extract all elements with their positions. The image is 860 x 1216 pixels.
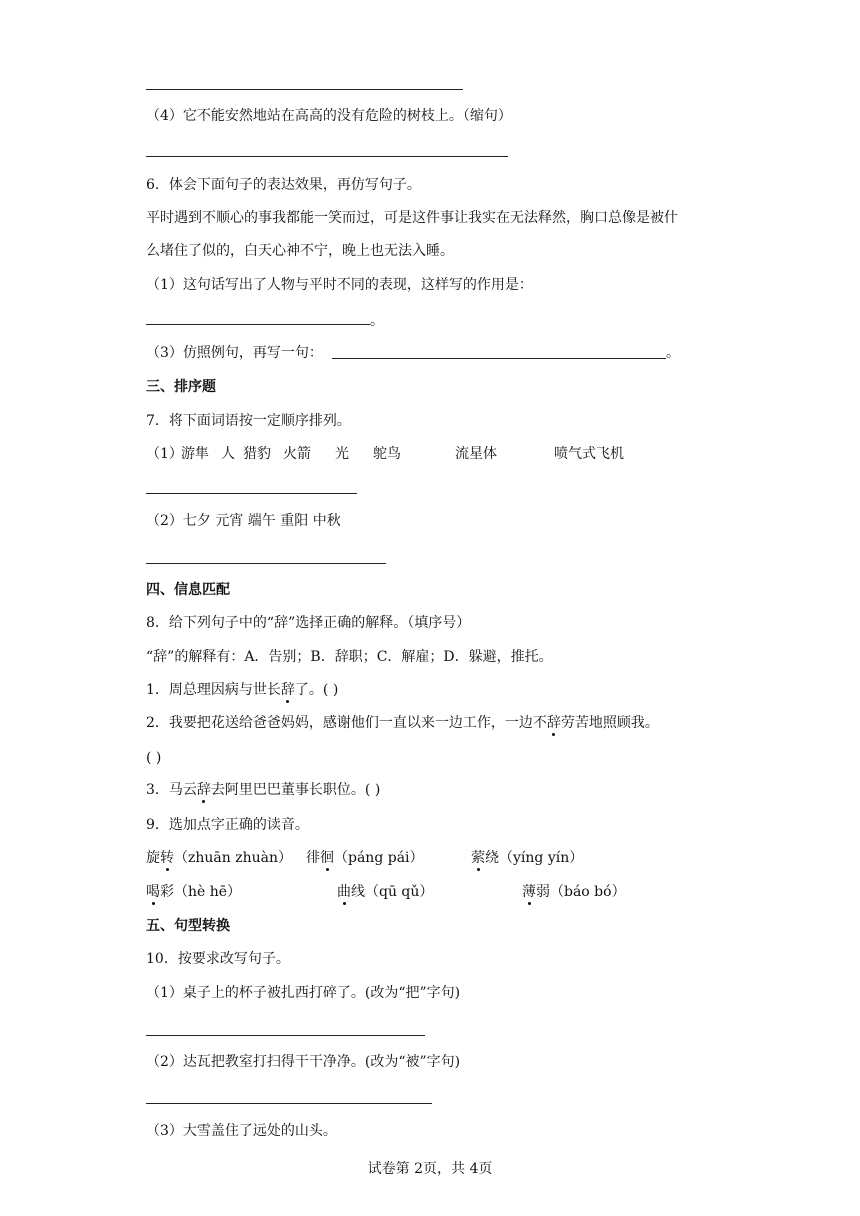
answer-line[interactable]	[146, 89, 463, 90]
q7-word: 人	[221, 446, 235, 462]
answer-line[interactable]	[146, 156, 508, 157]
dotted-char: 辞	[280, 682, 295, 698]
char: 彩	[160, 884, 174, 900]
q9-item[interactable]	[337, 883, 433, 901]
q10-title: 10．按要求改写句子。	[146, 951, 290, 967]
section-title: 三、排序题	[146, 379, 216, 395]
q10-item3: （3）大雪盖住了远处的山头。	[146, 1123, 337, 1139]
q6-item3	[146, 344, 323, 362]
dotted-char: 辞	[196, 782, 211, 798]
q7-title: 7．将下面词语按一定顺序排列。	[146, 413, 351, 429]
q9-title: 9．选加点字正确的读音。	[146, 817, 309, 833]
q8-meanings: “辞”的解释有：A．告别；B．辞职；C．解雇；D．躲避，推托。	[146, 649, 553, 665]
q7-item1-label: （1）	[146, 446, 183, 462]
q6-title: 6．体会下面句子的表达效果，再仿写句子。	[146, 177, 421, 193]
sentence-text: 2．我要把花送给爸爸妈妈，感谢他们一直以来一边工作，一边不	[146, 715, 547, 731]
pinyin-options: （zhuān zhuàn）	[174, 850, 292, 866]
q9-item[interactable]	[306, 849, 424, 867]
dotted-char: 转	[160, 850, 174, 866]
char: 绕	[485, 850, 499, 866]
sentence-text: 劳苦地照顾我。	[560, 715, 659, 731]
pinyin-options: （yíng yín）	[499, 850, 584, 866]
dotted-char: 薄	[522, 884, 536, 900]
q8-title: 8．给下列句子中的“辞”选择正确的解释。（填序号）	[146, 615, 471, 631]
answer-line[interactable]	[146, 1035, 425, 1036]
q6-item3-end: 。	[666, 345, 680, 361]
q6-item1: （1）这句话写出了人物与平时不同的表现，这样写的作用是：	[146, 277, 533, 293]
q9-item[interactable]	[146, 883, 241, 901]
answer-line[interactable]	[146, 493, 357, 494]
dotted-char: 萦	[471, 850, 485, 866]
pinyin-options: （báo bó）	[550, 884, 626, 900]
section-title: 五、句型转换	[146, 918, 230, 934]
char: 徘	[306, 850, 320, 866]
q7-item2: （2）七夕 元宵 端午 重阳 中秋	[146, 513, 341, 529]
sentence-text[interactable]: 去阿里巴巴董事长职位。( )	[210, 782, 381, 798]
q8-sentence-1	[146, 681, 338, 699]
dotted-char: 曲	[337, 884, 351, 900]
q6-item3-prefix: （3）仿照例句，再写一句：	[146, 345, 323, 361]
pinyin-options: （páng pái）	[334, 850, 424, 866]
pinyin-options: （qū qǔ）	[365, 884, 434, 900]
q6-passage-line1: 平时遇到不顺心的事我都能一笑而过，可是这件事让我实在无法释然，胸口总像是被什	[146, 210, 678, 226]
answer-line[interactable]	[146, 324, 370, 325]
sentence-text[interactable]: 了。( )	[294, 682, 339, 698]
answer-line[interactable]	[332, 358, 666, 359]
q8-sentence-3	[146, 781, 380, 799]
q10-item2: （2）达瓦把教室打扫得干干净净。(改为“被”字句)	[146, 1054, 461, 1070]
answer-line[interactable]	[146, 563, 386, 564]
section-title: 四、信息匹配	[146, 582, 230, 598]
q5-item4: （4）它不能安然地站在高高的没有危险的树枝上。（缩句）	[146, 108, 512, 124]
q8-sentence-2	[146, 714, 659, 732]
q7-word: 鸵鸟	[373, 446, 401, 462]
q9-item[interactable]	[471, 849, 583, 867]
q7-word: 光	[335, 446, 349, 462]
q7-word: 流星体	[455, 446, 497, 462]
q7-word: 游隼	[181, 446, 209, 462]
dotted-char: 徊	[320, 850, 334, 866]
answer-line[interactable]	[146, 1103, 432, 1104]
q6-passage-line2: 么堵住了似的，白天心神不宁，晚上也无法入睡。	[146, 243, 454, 259]
sentence-text: 1．周总理因病与世长	[146, 682, 281, 698]
dotted-char: 辞	[546, 715, 561, 731]
pinyin-options: （hè hē）	[174, 884, 242, 900]
q8-sentence-2-blank[interactable]: ( )	[146, 750, 162, 766]
q7-word: 喷气式飞机	[554, 446, 624, 462]
dotted-char: 喝	[146, 884, 160, 900]
q9-item[interactable]	[146, 849, 292, 867]
sentence-text: 3．马云	[146, 782, 197, 798]
char: 线	[351, 884, 365, 900]
char: 弱	[536, 884, 550, 900]
char: 旋	[146, 850, 160, 866]
q6-item1-end: 。	[370, 313, 384, 329]
q7-word: 猎豹	[243, 446, 271, 462]
q9-item[interactable]	[522, 883, 626, 901]
q10-item1: （1）桌子上的杯子被扎西打碎了。(改为“把”字句)	[146, 985, 461, 1001]
q7-word: 火箭	[283, 446, 311, 462]
page-footer: 试卷第 2页，共 4页	[367, 1161, 493, 1177]
